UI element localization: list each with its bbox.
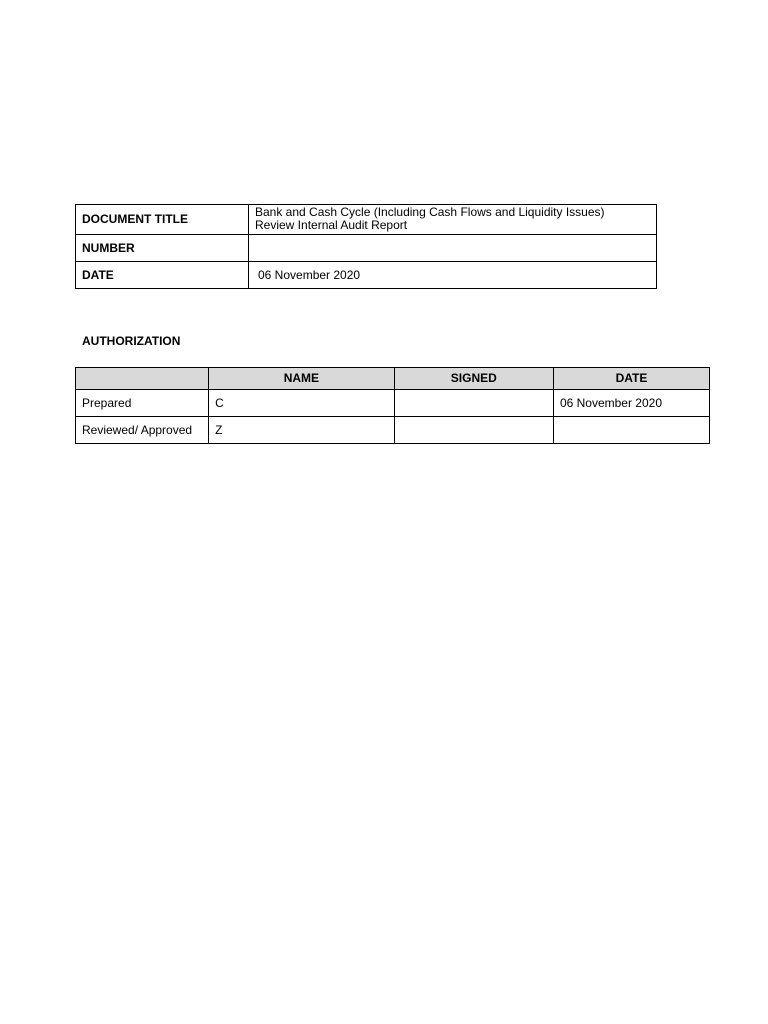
document-info-table [75,204,657,289]
document-title-line-1: Bank and Cash Cycle (Including Cash Flows and Liquidity Issues) [255,205,605,219]
signed-cell [394,417,553,444]
authorization-table [75,367,710,444]
authorization-header-row [76,368,710,390]
date-label: DATE [76,262,249,289]
role-cell: Reviewed/ Approved [76,417,209,444]
table-row [76,390,710,417]
header-role [76,368,209,390]
table-row [76,417,710,444]
authorization-heading: AUTHORIZATION [82,334,181,348]
header-signed: SIGNED [394,368,553,390]
number-row [76,235,657,262]
date-cell [553,417,709,444]
name-cell: Z [209,417,395,444]
name-cell: C [209,390,395,417]
header-name: NAME [209,368,395,390]
document-title-line-2: Review Internal Audit Report [255,218,408,232]
date-row [76,262,657,289]
date-value: 06 November 2020 [249,262,657,289]
role-cell: Prepared [76,390,209,417]
document-title-label: DOCUMENT TITLE [76,205,249,235]
document-title-value [249,205,657,235]
signed-cell [394,390,553,417]
header-date: DATE [553,368,709,390]
number-value [249,235,657,262]
document-title-row [76,205,657,235]
number-label: NUMBER [76,235,249,262]
date-cell: 06 November 2020 [553,390,709,417]
